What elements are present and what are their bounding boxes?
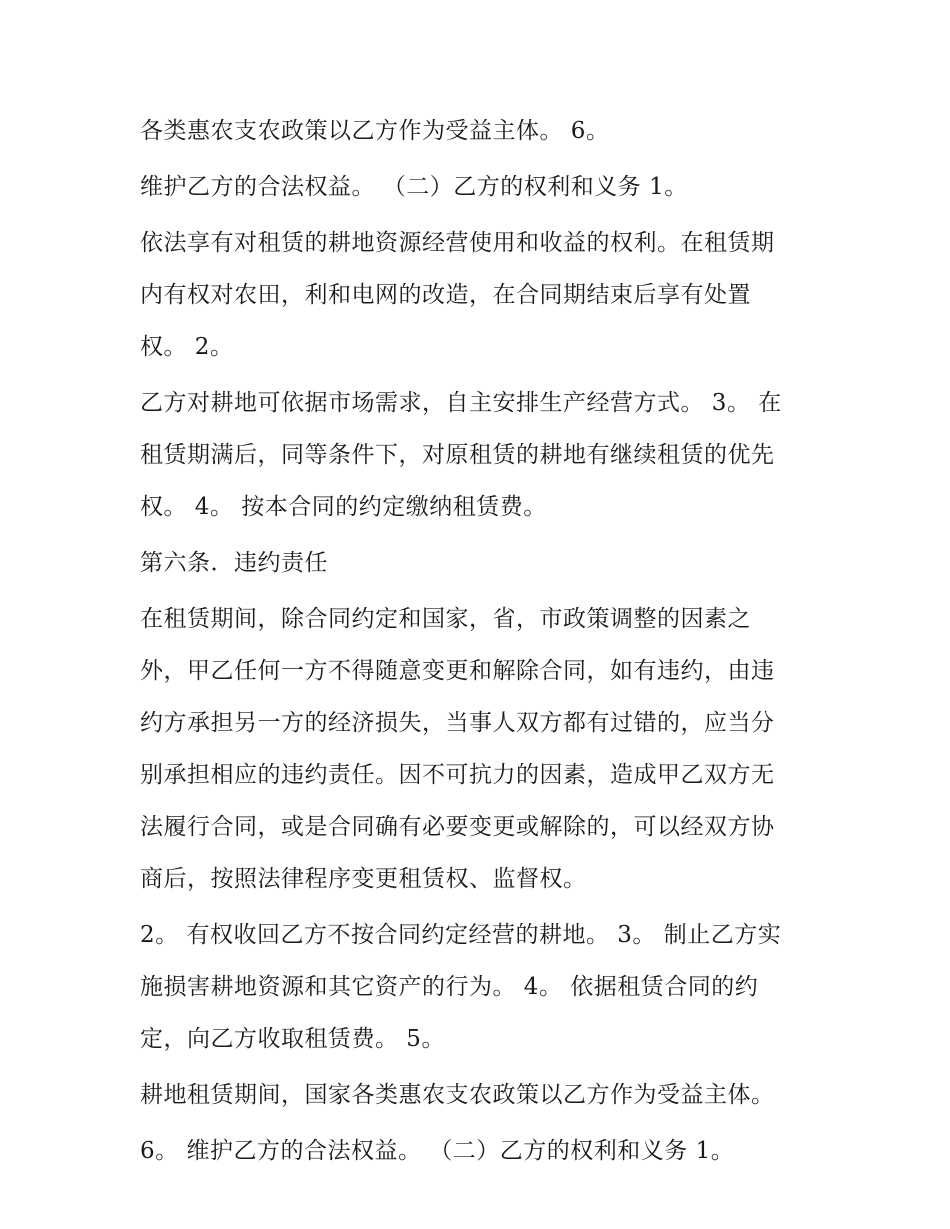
text-line: 法履行合同，或是合同确有必要变更或解除的，可以经双方协: [140, 814, 775, 840]
text-line: 在租赁期间，除合同约定和国家，省，市政策调整的因素之: [140, 606, 751, 632]
text-line: 乙方对耕地可依据市场需求，自主安排生产经营方式。 3。 在: [140, 390, 782, 416]
text-line: 6。 维护乙方的合法权益。 （二）乙方的权利和义务 1。: [140, 1138, 735, 1164]
paragraph: [140, 217, 820, 373]
text-line: 商后，按照法律程序变更租赁权、监督权。: [140, 866, 587, 892]
text-line: 外，甲乙任何一方不得随意变更和解除合同，如有违约，由违: [140, 658, 775, 684]
text-line: 施损害耕地资源和其它资产的行为。 4。 依据租赁合同的约: [140, 974, 759, 1000]
paragraph: [140, 161, 820, 213]
paragraph: [140, 593, 820, 905]
text-line: 依法享有对租赁的耕地资源经营使用和收益的权利。在租赁期: [140, 230, 775, 256]
text-line: 定，向乙方收取租赁费。 5。: [140, 1026, 445, 1052]
text-line: 权。 4。 按本合同的约定缴纳租赁费。: [140, 494, 547, 520]
text-line: 维护乙方的合法权益。 （二）乙方的权利和义务 1。: [140, 174, 688, 200]
paragraph: [140, 105, 820, 157]
text-line: 约方承担另一方的经济损失，当事人双方都有过错的，应当分: [140, 710, 775, 736]
text-line: 耕地租赁期间，国家各类惠农支农政策以乙方作为受益主体。: [140, 1082, 775, 1108]
section-heading: [140, 537, 820, 589]
paragraph: [140, 1125, 820, 1177]
text-line: 权。 2。: [140, 334, 234, 360]
paragraph: [140, 377, 820, 533]
text-line: 2。 有权收回乙方不按合同约定经营的耕地。 3。 制止乙方实: [140, 922, 782, 948]
document-body: [140, 105, 820, 1181]
text-line: 第六条．违约责任: [140, 550, 328, 576]
paragraph: [140, 909, 820, 1065]
text-line: 各类惠农支农政策以乙方作为受益主体。 6。: [140, 118, 610, 144]
text-line: 别承担相应的违约责任。因不可抗力的因素，造成甲乙双方无: [140, 762, 775, 788]
text-line: 内有权对农田，利和电网的改造，在合同期结束后享有处置: [140, 282, 751, 308]
text-line: 租赁期满后，同等条件下，对原租赁的耕地有继续租赁的优先: [140, 442, 775, 468]
paragraph: [140, 1069, 820, 1121]
